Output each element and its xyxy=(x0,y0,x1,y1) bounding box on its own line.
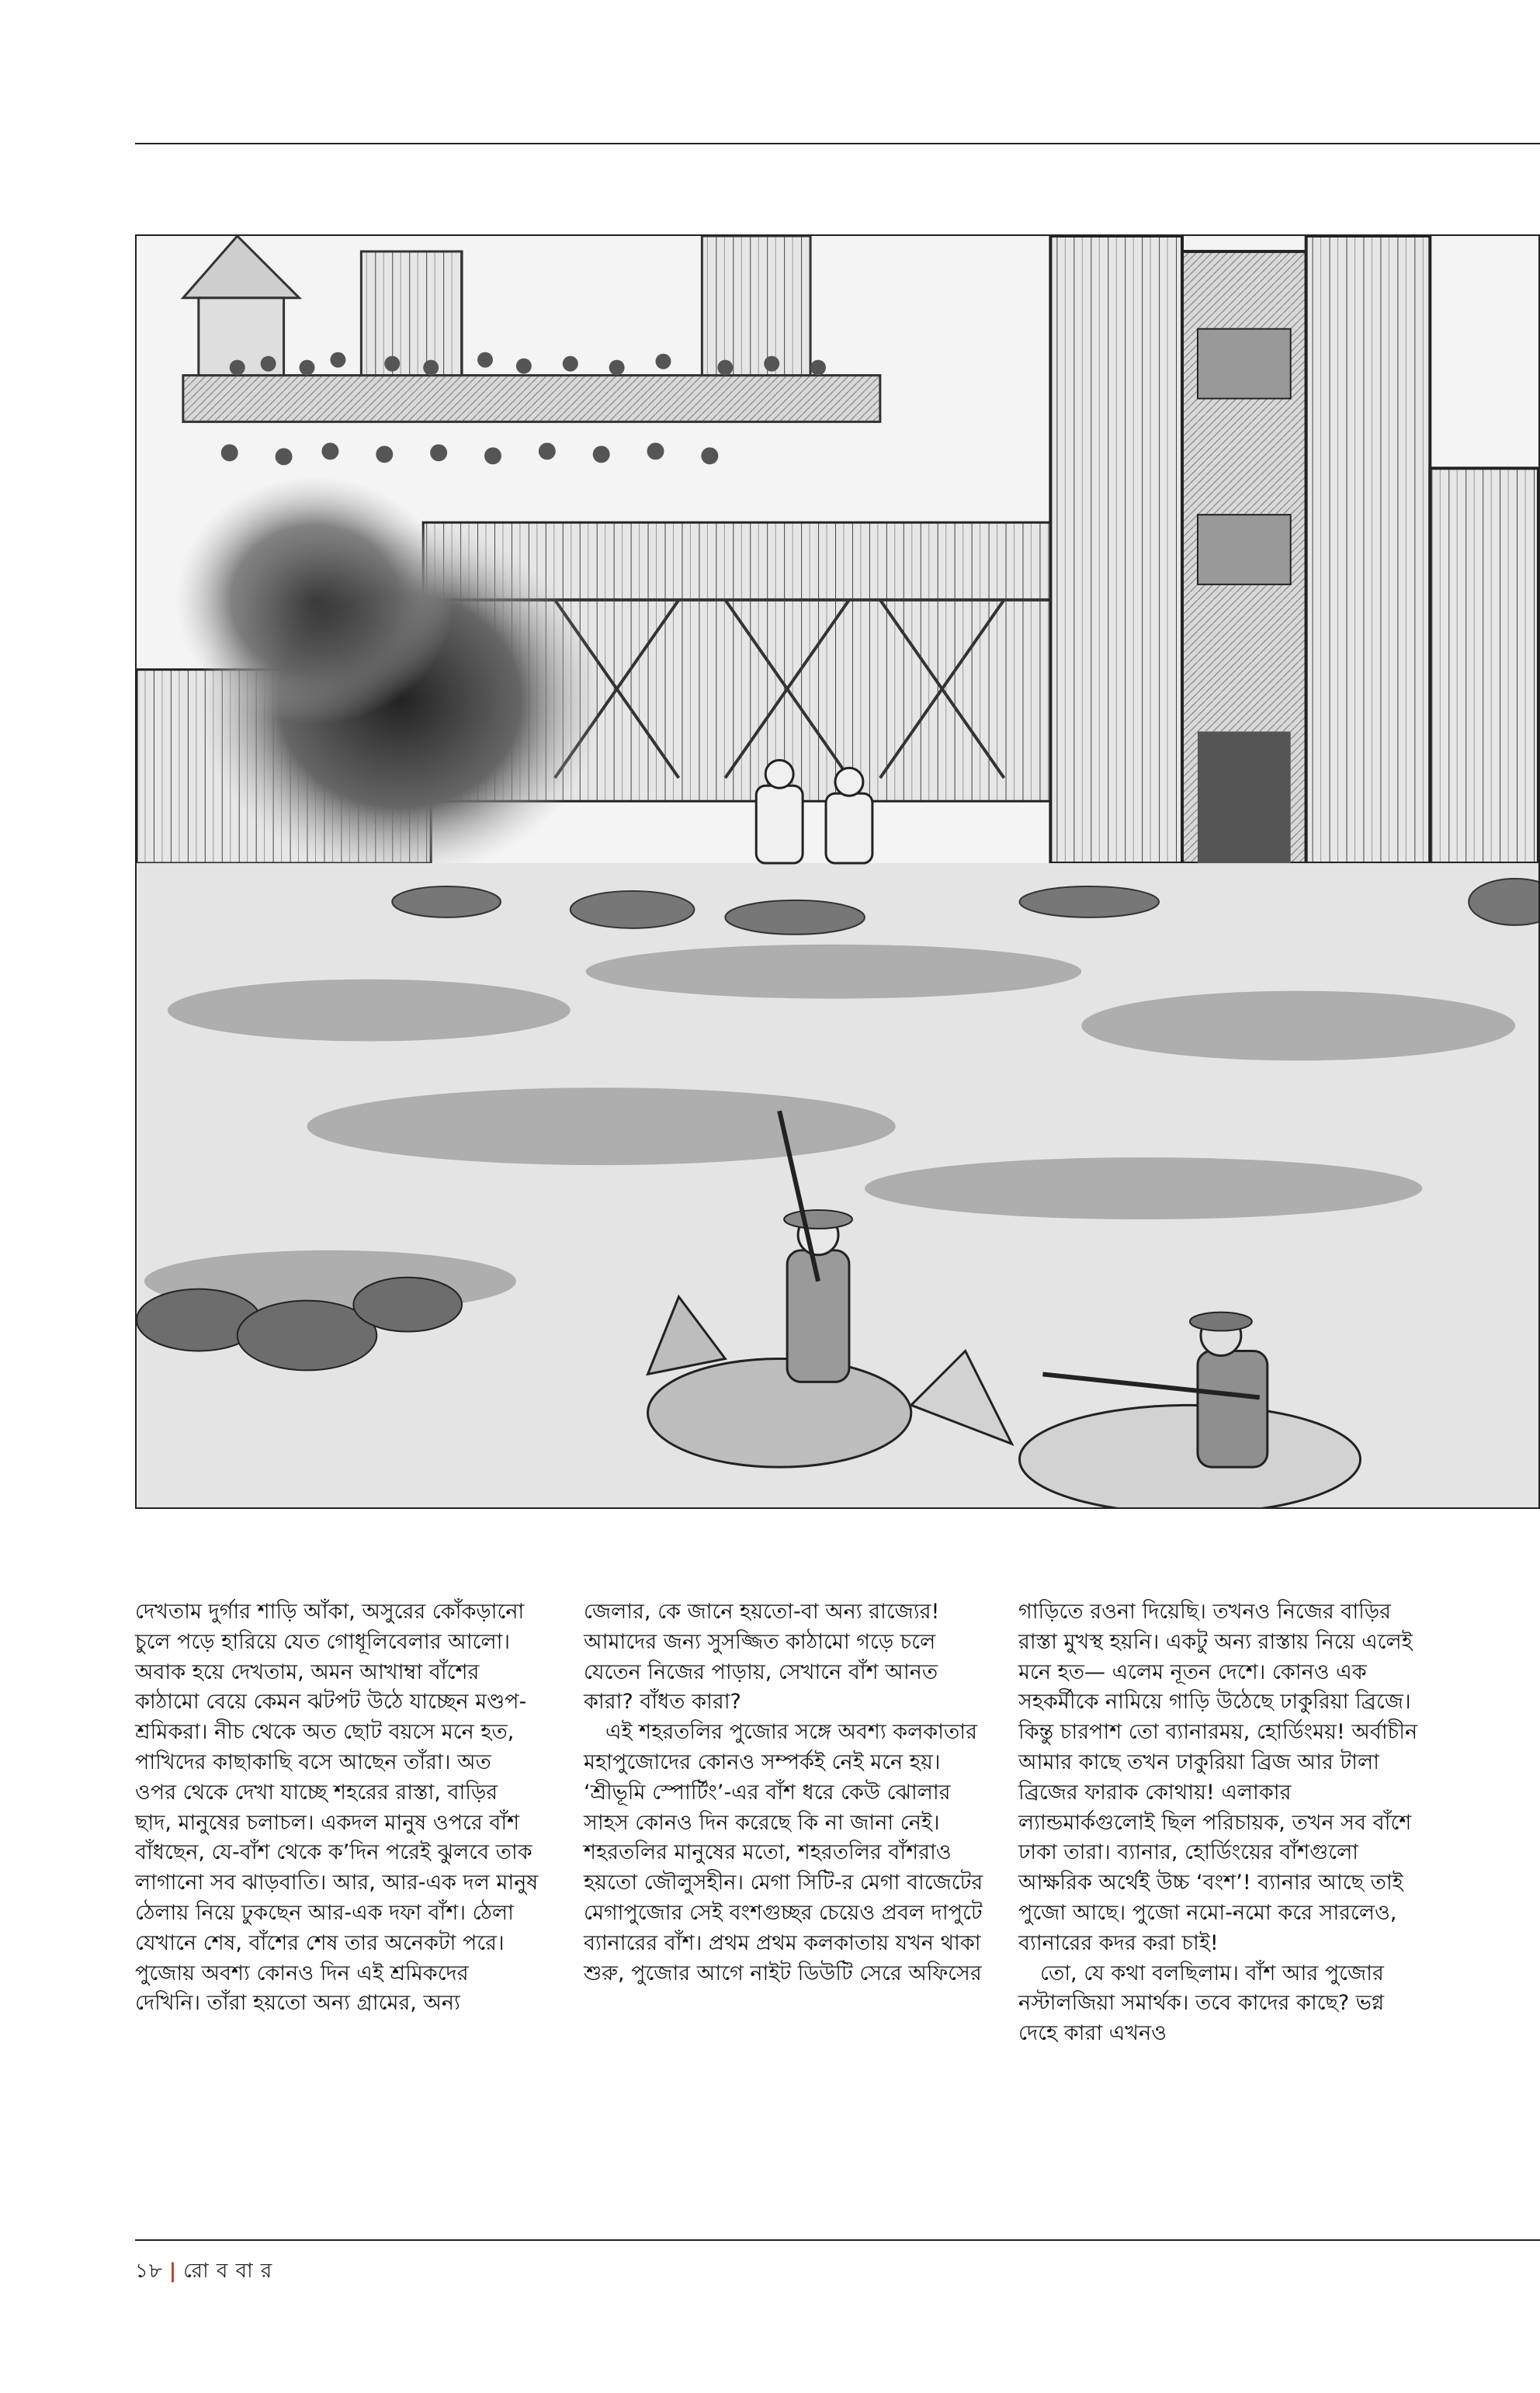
article-column-2 xyxy=(584,1597,987,1989)
paragraph: জেলার, কে জানে হয়তো-বা অন্য রাজ্যের! আমাদের জন্য সুসজ্জিত কাঠামো গড়ে চলে যেতেন নিজের পাড়ায়, সেখানে বাঁশ আনত কারা? বাঁধত কারা? xyxy=(584,1600,940,1715)
upper-gallery xyxy=(183,376,880,422)
gate-opening xyxy=(1198,731,1291,863)
paragraph: তো, যে কথা বলছিলাম। বাঁশ আর পুজোর নস্টালজিয়া সমার্থক। তবে কাদের কাছে? ভগ্ন দেহে কারা এখনও xyxy=(1018,1961,1385,2046)
footer-separator: | xyxy=(168,2259,178,2283)
paragraph: এই শহরতলির পুজোর সঙ্গে অবশ্য কলকাতার মহাপুজোদের কোনও সম্পর্কই নেই মনে হয়। ‘শ্রীভূমি স্পোর্টিং’-এর বাঁশ ধরে কেউ ঝোলার সাহস কোনও দিন করেছে কি না জানা নেই। শহরতলির মানুষের মতো, শহরতলির বাঁশরাও হয়তো জৌলুসহীন। মেগা সিটি-র মেগা বাজেটের মেগাপুজোর সেই বংশগুচ্ছর চেয়েও প্রবল দাপুটে ব্যানারের বাঁশ। প্রথম প্রথম কলকাতায় যখন থাকা শুরু, পুজোর আগে নাইট ডিউটি সেরে অফিসের xyxy=(584,1720,983,1985)
wall-right xyxy=(1430,468,1538,863)
article-column-1 xyxy=(135,1597,539,2019)
paragraph: গাড়িতে রওনা দিয়েছি। তখনও নিজের বাড়ির রাস্তা মুখস্থ হয়নি। একটু অন্য রাস্তায় নিয়ে এলেই মনে হত— এলেম নূতন দেশে। কোনও এক সহকর্মীকে নামিয়ে গাড়ি উঠেছে ঢাকুরিয়া ব্রিজে। কিন্তু চারপাশ তো ব্যানারময়, হোর্ডিংময়! অর্বাচীন আমার কাছে তখন ঢাকুরিয়া ব্রিজ আর টালা ব্রিজের ফারাক কোথায়! এলাকার ল্যান্ডমার্কগুলোই ছিল পরিচায়ক, তখন সব বাঁশে ঢাকা তারা। ব্যানার, হোর্ডিংয়ের বাঁশগুলো আক্ষরিক অর্থেই উচ্চ ‘বংশ’! ব্যানার আছে তাই পুজো আছে। পুজো নমো-নমো করে সারলেও, ব্যানারের কদর করা চাই! xyxy=(1018,1600,1418,1955)
bottom-rule xyxy=(135,2239,1540,2241)
publication-name: রো ব বা র xyxy=(183,2259,273,2283)
tower-right xyxy=(1306,236,1431,863)
tower-left xyxy=(1050,236,1182,863)
smoke-cloud-2 xyxy=(175,476,454,723)
page-number: ১৮ xyxy=(135,2259,163,2283)
fort-battle-illustration xyxy=(137,236,1538,1507)
page-footer xyxy=(135,2255,272,2289)
gatehouse-center xyxy=(702,236,810,376)
tower-window xyxy=(1198,515,1291,584)
article-column-3 xyxy=(1018,1597,1422,2049)
paragraph: দেখতাম দুর্গার শাড়ি আঁকা, অসুরের কোঁকড়ানো চুলে পড়ে হারিয়ে যেত গোধূলিবেলার আলো। অবাক হয়ে দেখতাম, অমন আখাম্বা বাঁশের কাঠামো বেয়ে কেমন ঝটপট উঠে যাচ্ছেন মণ্ডপ-শ্রমিকরা। নীচ থেকে অত ছোট বয়সে মনে হত, পাখিদের কাছাকাছি বসে আছেন তাঁরা। অত ওপর থেকে দেখা যাচ্ছে শহরের রাস্তা, বাড়ির ছাদ, মানুষের চলাচল। একদল মানুষ ওপরে বাঁশ বাঁধছেন, যে-বাঁশ থেকে ক’দিন পরেই ঝুলবে তাক লাগানো সব ঝাড়বাতি। আর, আর-এক দল মানুষ ঠেলায় নিয়ে ঢুকছেন আর-এক দফা বাঁশ। ঠেলা যেখানে শেষ, বাঁশের শেষ তার অনেকটা পরে। পুজোয় অবশ্য কোনও দিন এই শ্রমিকদের দেখিনি। তাঁরা হয়তো অন্য গ্রামের, অন্য xyxy=(135,1600,539,2016)
gatehouse-left xyxy=(361,251,462,376)
top-rule xyxy=(135,143,1540,144)
illustration xyxy=(135,234,1540,1509)
tower-window-upper xyxy=(1198,329,1291,399)
